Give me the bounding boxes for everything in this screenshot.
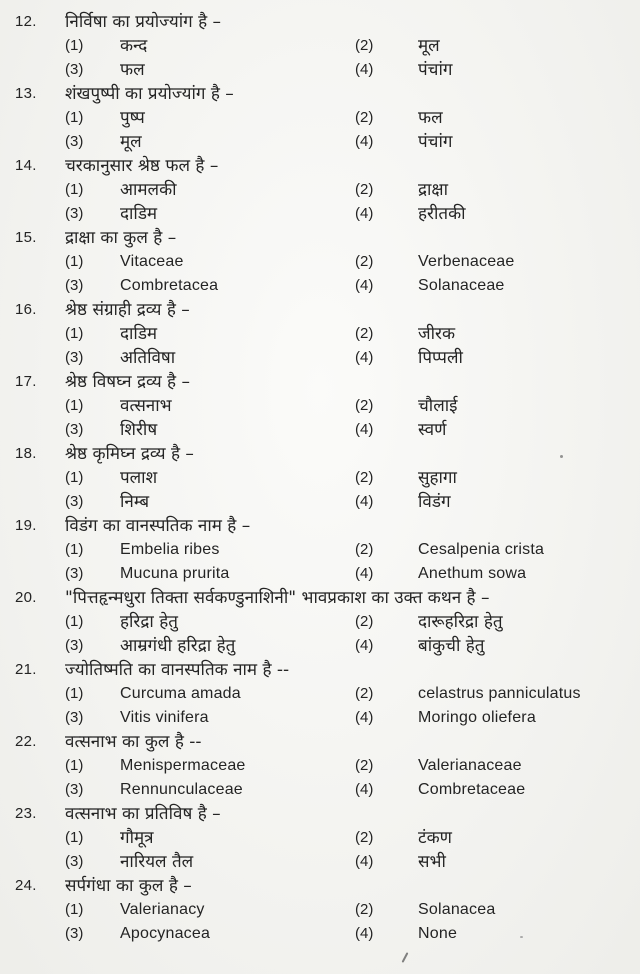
question-block bbox=[0, 658, 640, 730]
option-label: Curcuma amada bbox=[120, 685, 241, 702]
indent-spacer bbox=[0, 250, 65, 274]
indent-spacer bbox=[0, 826, 65, 850]
question-header bbox=[0, 82, 640, 106]
option-label: दाडिम bbox=[120, 324, 158, 344]
option-marker: (2) bbox=[355, 829, 374, 846]
option-label: फल bbox=[418, 108, 443, 128]
option-label: दारूहरिद्रा हेतु bbox=[418, 612, 503, 632]
option-row bbox=[0, 682, 640, 706]
option-row bbox=[0, 418, 640, 442]
indent-spacer bbox=[0, 58, 65, 82]
indent-spacer bbox=[0, 754, 65, 778]
question-text: शंखपुष्पी का प्रयोज्यांग है – bbox=[65, 84, 234, 104]
option-label: Menispermaceae bbox=[120, 757, 246, 774]
scan-artifact bbox=[520, 936, 523, 938]
option-marker: (4) bbox=[355, 349, 374, 366]
option-marker: (2) bbox=[355, 469, 374, 486]
option-marker: (2) bbox=[355, 253, 374, 270]
question-number: 22. bbox=[15, 733, 37, 750]
option-row bbox=[0, 778, 640, 802]
indent-spacer bbox=[0, 538, 65, 562]
option-label: Verbenaceae bbox=[418, 253, 515, 270]
option-label: Solanacea bbox=[418, 901, 496, 918]
indent-spacer bbox=[0, 106, 65, 130]
option-label: गौमूत्र bbox=[120, 828, 154, 848]
option-marker: (3) bbox=[65, 709, 84, 726]
question-text: चरकानुसार श्रेष्ठ फल है – bbox=[65, 156, 219, 176]
option-row bbox=[0, 202, 640, 226]
option-row bbox=[0, 34, 640, 58]
option-marker: (4) bbox=[355, 781, 374, 798]
option-marker: (1) bbox=[65, 253, 84, 270]
option-row bbox=[0, 922, 640, 946]
question-text: ज्योतिष्मति का वानस्पतिक नाम है -- bbox=[65, 660, 290, 680]
indent-spacer bbox=[0, 490, 65, 514]
indent-spacer bbox=[0, 322, 65, 346]
question-block bbox=[0, 370, 640, 442]
question-header bbox=[0, 514, 640, 538]
option-label: मूल bbox=[418, 36, 440, 56]
option-marker: (3) bbox=[65, 277, 84, 294]
option-marker: (1) bbox=[65, 613, 84, 630]
option-label: हरिद्रा हेतु bbox=[120, 612, 178, 632]
question-block bbox=[0, 514, 640, 586]
question-number: 20. bbox=[15, 589, 37, 606]
option-marker: (3) bbox=[65, 781, 84, 798]
question-number: 21. bbox=[15, 661, 37, 678]
question-number: 23. bbox=[15, 805, 37, 822]
indent-spacer bbox=[0, 898, 65, 922]
indent-spacer bbox=[0, 418, 65, 442]
option-marker: (3) bbox=[65, 925, 84, 942]
question-block bbox=[0, 586, 640, 658]
question-block bbox=[0, 10, 640, 82]
option-marker: (4) bbox=[355, 925, 374, 942]
option-marker: (1) bbox=[65, 829, 84, 846]
option-marker: (3) bbox=[65, 133, 84, 150]
option-label: नारियल तैल bbox=[120, 852, 194, 872]
question-block bbox=[0, 442, 640, 514]
option-marker: (2) bbox=[355, 685, 374, 702]
option-marker: (4) bbox=[355, 133, 374, 150]
question-text: श्रेष्ठ संग्राही द्रव्य है – bbox=[65, 300, 190, 320]
scan-artifact bbox=[560, 455, 563, 458]
option-marker: (4) bbox=[355, 493, 374, 510]
option-marker: (3) bbox=[65, 349, 84, 366]
question-text: निर्विषा का प्रयोज्यांग है – bbox=[65, 12, 222, 32]
question-block bbox=[0, 802, 640, 874]
question-number: 17. bbox=[15, 373, 37, 390]
option-label: Valerianaceae bbox=[418, 757, 522, 774]
option-label: विडंग bbox=[418, 492, 451, 512]
option-marker: (3) bbox=[65, 421, 84, 438]
option-label: हरीतकी bbox=[418, 204, 466, 224]
option-row bbox=[0, 346, 640, 370]
question-number: 18. bbox=[15, 445, 37, 462]
option-marker: (2) bbox=[355, 541, 374, 558]
option-marker: (1) bbox=[65, 469, 84, 486]
option-marker: (3) bbox=[65, 493, 84, 510]
option-marker: (1) bbox=[65, 757, 84, 774]
indent-spacer bbox=[0, 610, 65, 634]
option-label: आमलकी bbox=[120, 180, 177, 200]
option-row bbox=[0, 538, 640, 562]
question-text: श्रेष्ठ विषघ्न द्रव्य है – bbox=[65, 372, 190, 392]
question-block bbox=[0, 154, 640, 226]
option-label: पंचांग bbox=[418, 132, 453, 152]
question-number: 19. bbox=[15, 517, 37, 534]
question-header bbox=[0, 10, 640, 34]
scan-artifact bbox=[402, 952, 409, 963]
question-header bbox=[0, 658, 640, 682]
option-row bbox=[0, 322, 640, 346]
option-marker: (1) bbox=[65, 109, 84, 126]
option-label: Combretacea bbox=[120, 277, 219, 294]
question-number: 13. bbox=[15, 85, 37, 102]
option-row bbox=[0, 106, 640, 130]
indent-spacer bbox=[0, 634, 65, 658]
question-block bbox=[0, 226, 640, 298]
indent-spacer bbox=[0, 778, 65, 802]
question-list bbox=[0, 10, 640, 946]
option-marker: (2) bbox=[355, 37, 374, 54]
option-row bbox=[0, 634, 640, 658]
option-label: आम्रगंधी हरिद्रा हेतु bbox=[120, 636, 236, 656]
option-row bbox=[0, 850, 640, 874]
option-label: द्राक्षा bbox=[418, 180, 449, 200]
option-row bbox=[0, 610, 640, 634]
option-row bbox=[0, 562, 640, 586]
option-label: शिरीष bbox=[120, 420, 158, 440]
option-marker: (3) bbox=[65, 853, 84, 870]
indent-spacer bbox=[0, 682, 65, 706]
option-marker: (2) bbox=[355, 613, 374, 630]
option-row bbox=[0, 826, 640, 850]
option-row bbox=[0, 178, 640, 202]
option-marker: (4) bbox=[355, 565, 374, 582]
option-label: सुहागा bbox=[418, 468, 457, 488]
indent-spacer bbox=[0, 130, 65, 154]
question-header bbox=[0, 442, 640, 466]
option-marker: (4) bbox=[355, 421, 374, 438]
option-marker: (3) bbox=[65, 205, 84, 222]
option-label: Valerianacy bbox=[120, 901, 205, 918]
indent-spacer bbox=[0, 202, 65, 226]
question-header bbox=[0, 226, 640, 250]
option-label: चौलाई bbox=[418, 396, 458, 416]
question-text: वत्सनाभ का प्रतिविष है – bbox=[65, 804, 221, 824]
option-label: Vitis vinifera bbox=[120, 709, 209, 726]
question-number: 24. bbox=[15, 877, 37, 894]
option-marker: (1) bbox=[65, 685, 84, 702]
option-label: स्वर्ण bbox=[418, 420, 447, 440]
question-header bbox=[0, 586, 640, 610]
option-marker: (2) bbox=[355, 397, 374, 414]
question-header bbox=[0, 154, 640, 178]
option-marker: (4) bbox=[355, 205, 374, 222]
question-header bbox=[0, 298, 640, 322]
question-text: विडंग का वानस्पतिक नाम है – bbox=[65, 516, 251, 536]
question-number: 16. bbox=[15, 301, 37, 318]
option-label: पुष्प bbox=[120, 108, 145, 128]
option-marker: (1) bbox=[65, 397, 84, 414]
indent-spacer bbox=[0, 706, 65, 730]
option-marker: (3) bbox=[65, 637, 84, 654]
indent-spacer bbox=[0, 394, 65, 418]
option-label: Rennunculaceae bbox=[120, 781, 243, 798]
option-marker: (2) bbox=[355, 109, 374, 126]
question-header bbox=[0, 874, 640, 898]
option-label: अतिविषा bbox=[120, 348, 176, 368]
option-label: celastrus panniculatus bbox=[418, 685, 581, 702]
option-marker: (3) bbox=[65, 61, 84, 78]
option-label: पंचांग bbox=[418, 60, 453, 80]
option-label: Mucuna prurita bbox=[120, 565, 230, 582]
option-label: पिप्पली bbox=[418, 348, 463, 368]
option-label: कन्द bbox=[120, 36, 148, 56]
indent-spacer bbox=[0, 178, 65, 202]
option-label: मूल bbox=[120, 132, 142, 152]
option-row bbox=[0, 706, 640, 730]
option-marker: (2) bbox=[355, 901, 374, 918]
option-label: फल bbox=[120, 60, 145, 80]
option-label: Moringo oliefera bbox=[418, 709, 536, 726]
question-number: 14. bbox=[15, 157, 37, 174]
option-row bbox=[0, 130, 640, 154]
option-marker: (3) bbox=[65, 565, 84, 582]
question-text: वत्सनाभ का कुल है -- bbox=[65, 732, 202, 752]
option-marker: (1) bbox=[65, 901, 84, 918]
indent-spacer bbox=[0, 274, 65, 298]
indent-spacer bbox=[0, 850, 65, 874]
question-block bbox=[0, 874, 640, 946]
option-label: टंकण bbox=[418, 828, 452, 848]
question-text: श्रेष्ठ कृमिघ्न द्रव्य है – bbox=[65, 444, 194, 464]
option-label: दाडिम bbox=[120, 204, 158, 224]
question-header bbox=[0, 370, 640, 394]
option-label: Cesalpenia crista bbox=[418, 541, 545, 558]
indent-spacer bbox=[0, 922, 65, 946]
option-row bbox=[0, 250, 640, 274]
option-marker: (1) bbox=[65, 325, 84, 342]
option-label: वत्सनाभ bbox=[120, 396, 172, 416]
option-marker: (1) bbox=[65, 37, 84, 54]
option-label: Embelia ribes bbox=[120, 541, 220, 558]
question-text: "पित्तहृन्मधुरा तिक्ता सर्वकण्डुनाशिनी" भावप्रकाश का उक्त कथन है – bbox=[65, 588, 490, 608]
question-text: सर्पगंधा का कुल है – bbox=[65, 876, 192, 896]
option-marker: (1) bbox=[65, 181, 84, 198]
indent-spacer bbox=[0, 34, 65, 58]
option-row bbox=[0, 898, 640, 922]
option-label: जीरक bbox=[418, 324, 456, 344]
question-text: द्राक्षा का कुल है – bbox=[65, 228, 177, 248]
option-label: None bbox=[418, 925, 458, 942]
option-row bbox=[0, 466, 640, 490]
option-row bbox=[0, 490, 640, 514]
option-label: निम्ब bbox=[120, 492, 150, 512]
option-row bbox=[0, 754, 640, 778]
option-marker: (4) bbox=[355, 61, 374, 78]
option-marker: (2) bbox=[355, 325, 374, 342]
option-row bbox=[0, 274, 640, 298]
option-marker: (4) bbox=[355, 277, 374, 294]
question-number: 12. bbox=[15, 13, 37, 30]
option-marker: (4) bbox=[355, 709, 374, 726]
option-label: पलाश bbox=[120, 468, 158, 488]
indent-spacer bbox=[0, 466, 65, 490]
option-row bbox=[0, 394, 640, 418]
indent-spacer bbox=[0, 346, 65, 370]
option-label: Apocynacea bbox=[120, 925, 211, 942]
option-label: बांकुची हेतु bbox=[418, 636, 485, 656]
question-block bbox=[0, 730, 640, 802]
question-number: 15. bbox=[15, 229, 37, 246]
option-label: सभी bbox=[418, 852, 446, 872]
option-marker: (2) bbox=[355, 757, 374, 774]
question-header bbox=[0, 802, 640, 826]
question-header bbox=[0, 730, 640, 754]
option-marker: (4) bbox=[355, 637, 374, 654]
question-block bbox=[0, 298, 640, 370]
option-marker: (1) bbox=[65, 541, 84, 558]
question-block bbox=[0, 82, 640, 154]
option-label: Combretaceae bbox=[418, 781, 526, 798]
option-label: Anethum sowa bbox=[418, 565, 527, 582]
option-label: Vitaceae bbox=[120, 253, 184, 270]
option-label: Solanaceae bbox=[418, 277, 505, 294]
option-row bbox=[0, 58, 640, 82]
option-marker: (4) bbox=[355, 853, 374, 870]
indent-spacer bbox=[0, 562, 65, 586]
option-marker: (2) bbox=[355, 181, 374, 198]
